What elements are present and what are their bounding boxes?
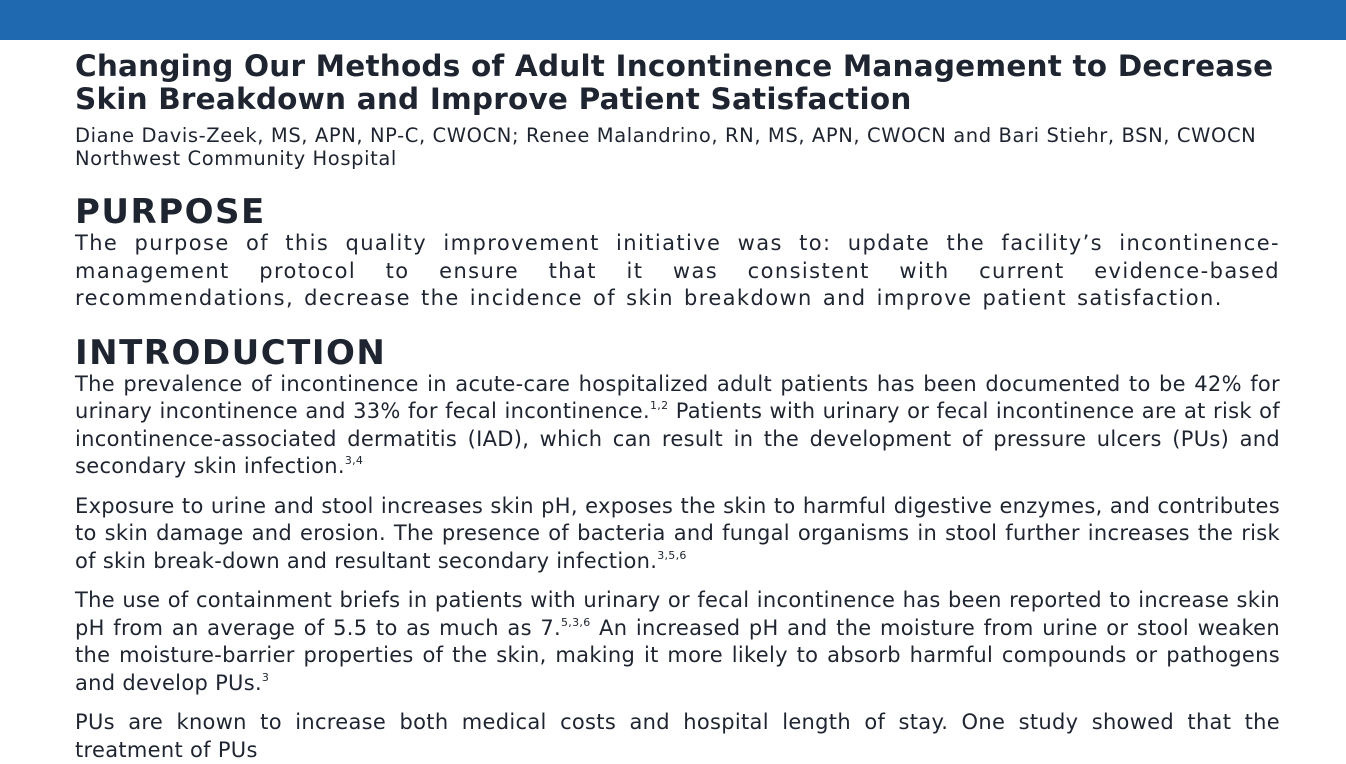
paragraph-text: The use of containment briefs in patients with urinary or fecal incontinence has been reported to increase skin pH from an average of 5.5 to as much as 7. [75,588,1280,640]
citation-superscript: 3,5,6 [657,548,687,562]
header-bar [0,0,1346,40]
document-body [75,50,1280,764]
citation-superscript: 1,2 [650,399,669,412]
citation-superscript: 5,3,6 [561,615,591,629]
paragraph-text: Exposure to urine and stool increases skin pH, exposes the skin to harmful digestive enzymes, and contributes to skin damage and erosion. The presence of bacteria and fungal organisms in stool further increases the risk of skin break-down and resultant secondary infection. [75,493,1280,573]
introduction-heading: INTRODUCTION [75,332,387,373]
purpose-heading: PURPOSE [75,192,266,232]
paragraph-text: Patients with urinary or fecal incontinence are at risk of incontinence-associated dermatitis (IAD), which can result in the development of pressure ulcers (PUs) and secondary skin infection. [75,399,1280,478]
document-title: Changing Our Methods of Adult Incontinence Management to Decrease Skin Breakdown and Improve Patient Satisfaction [75,49,1274,116]
purpose-paragraph: The purpose of this quality improvement initiative was to: update the facility’s incontinence-management protocol to ensure that it was consistent with current evidence-based recommendations, decrease the incidence of skin breakdown and improve patient satisfaction. [75,231,1280,310]
affiliation-line: Northwest Community Hospital [75,147,397,170]
introduction-paragraph-3 [75,587,1280,697]
citation-superscript: 3,4 [344,454,364,467]
paragraph-text: PUs are known to increase both medical costs and hospital length of stay. One study showed that the treatment of PUs [75,710,1280,762]
paragraph-text: The prevalence of incontinence in acute-care hospitalized adult patients has been documented to be 42% for urinary incontinence and 33% for fecal incontinence. [75,371,1280,423]
introduction-paragraph-2 [75,493,1280,576]
authors-line: Diane Davis-Zeek, MS, APN, NP-C, CWOCN; Renee Malandrino, RN, MS, APN, CWOCN and Bari Stiehr, BSN, CWOCN [75,124,1257,147]
paragraph-text: An increased pH and the moisture from urine or stool weaken the moisture-barrier properties of the skin, making it more likely to absorb harmful compounds or pathogens and develop PUs. [75,615,1280,695]
introduction-paragraph-1 [75,371,1280,481]
citation-superscript: 3 [261,670,270,684]
introduction-paragraph-4 [75,709,1280,764]
